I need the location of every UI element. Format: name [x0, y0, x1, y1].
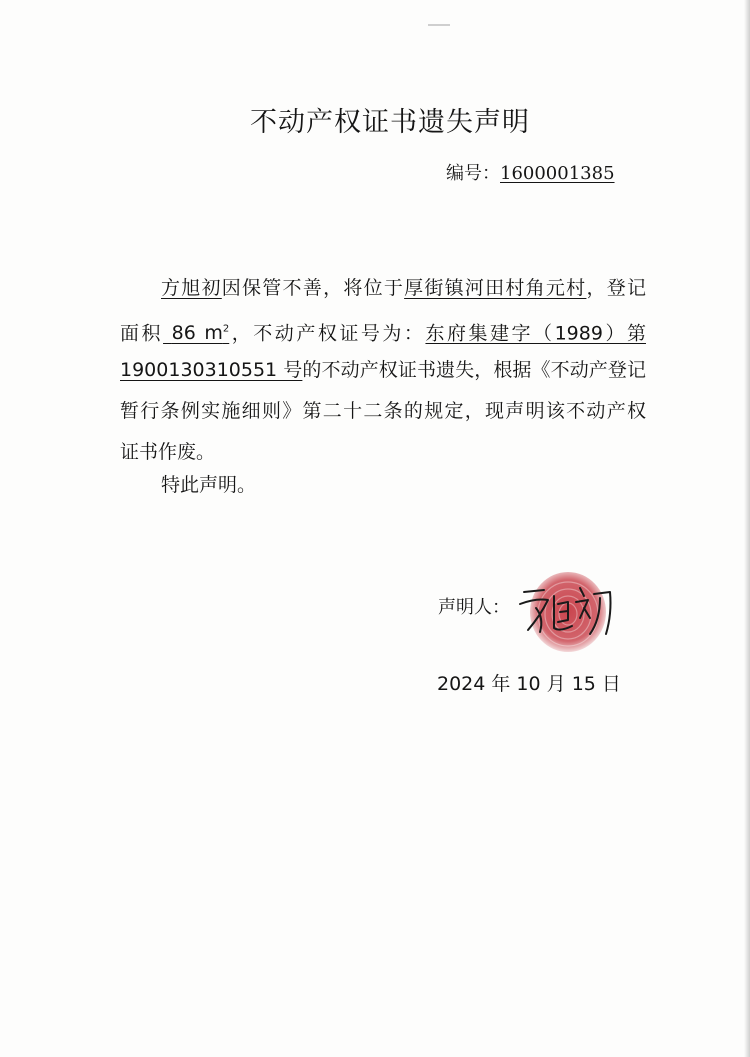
number-value: 1600001385 — [500, 163, 615, 184]
body-line-2 — [120, 309, 646, 350]
document-title: 不动产权证书遗失声明 — [250, 107, 530, 138]
body-text-4: ，不动产权证号为： — [229, 322, 426, 345]
declaration-date: 2024 年 10 月 15 日 — [437, 673, 621, 695]
body-text-3: 面积 — [120, 322, 164, 345]
certificate-prefix: 东府集建字（1989）第 — [425, 322, 646, 345]
body-line-5: 证书作废。 — [120, 441, 216, 463]
handwritten-signature — [510, 574, 620, 644]
property-location: 厚街镇河田村角元村 — [404, 277, 587, 299]
declarant-label: 声明人： — [438, 597, 510, 618]
document-number — [446, 159, 615, 185]
body-line-3 — [120, 350, 646, 391]
number-label: 编号： — [446, 163, 500, 184]
area-value: 86 m — [171, 322, 223, 345]
body-text-1: 因保管不善，将位于 — [221, 277, 405, 299]
body-text-5: 的不动产权证书遗失，根据《不动产登记 — [302, 359, 646, 381]
closing-statement: 特此声明。 — [161, 474, 257, 496]
area-unit-sup: 2 — [222, 324, 230, 335]
scan-mark — [428, 24, 450, 26]
owner-name: 方旭初 — [161, 277, 222, 299]
body-line-4: 暂行条例实施细则》第二十二条的规定，现声明该不动产权 — [120, 400, 646, 422]
page-edge-shadow — [744, 0, 750, 1057]
body-text-2: ，登记 — [586, 277, 646, 299]
body-line-1 — [120, 268, 646, 309]
statement-body — [120, 268, 646, 473]
property-area — [163, 322, 229, 344]
certificate-number: 1900130310551 号 — [120, 359, 303, 381]
